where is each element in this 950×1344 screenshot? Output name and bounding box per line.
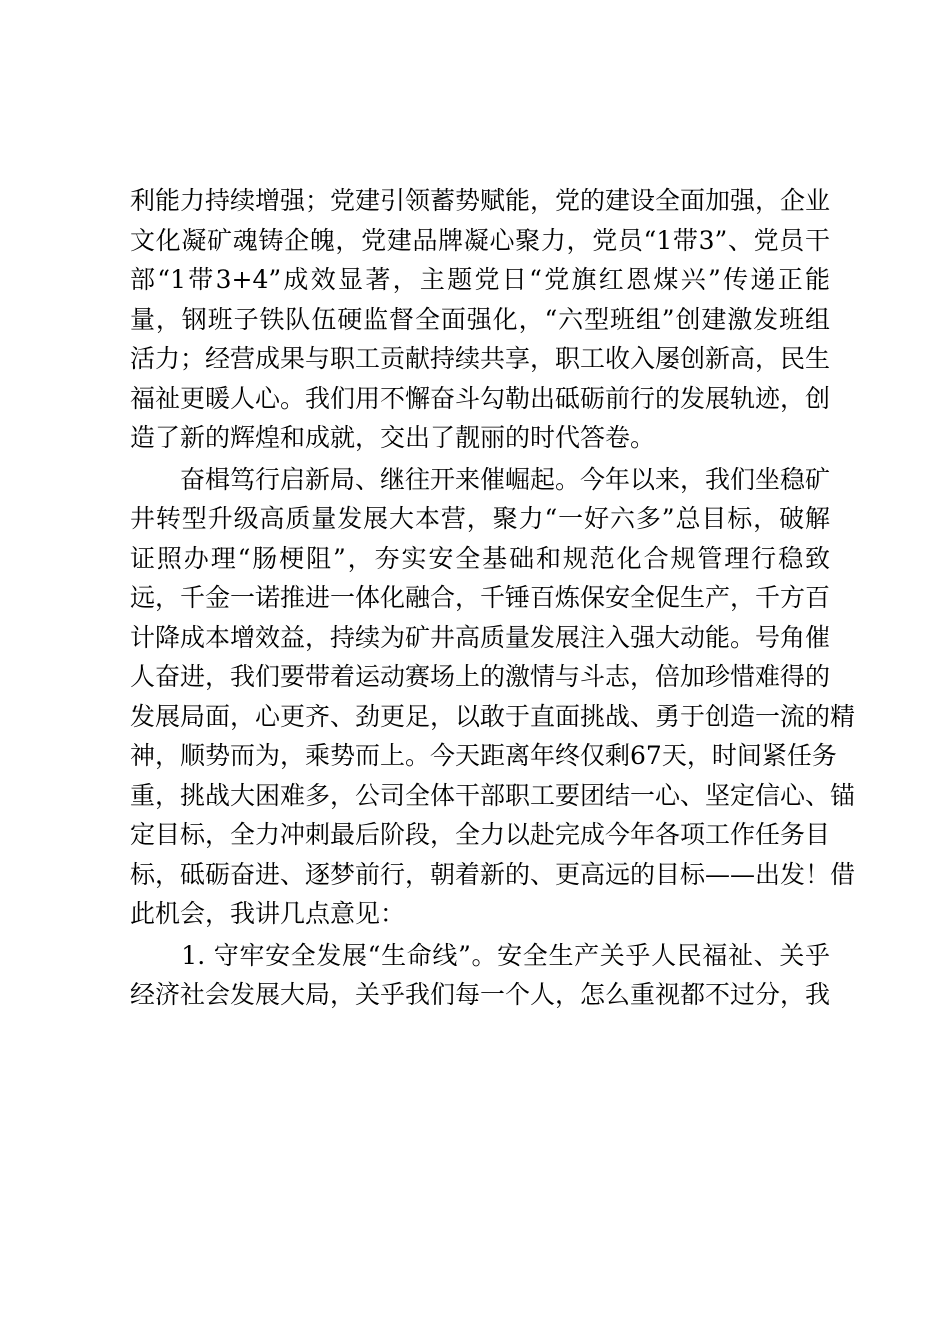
text-line: 活力；经营成果与职工贡献持续共享，职工收入屡创新高，民生 bbox=[130, 344, 831, 373]
text-line: 量，钢班子铁队伍硬监督全面强化，“六型班组”创建激发班组 bbox=[130, 304, 830, 334]
text-line: 重，挑战大困难多，公司全体干部职工要团结一心、坚定信心、锚 bbox=[130, 780, 856, 810]
paragraph-2 bbox=[130, 460, 856, 934]
text-line: 标，砥砺奋进、逐梦前行，朝着新的、更高远的目标——出发！借 bbox=[130, 859, 856, 889]
text-line: 人奋进，我们要带着运动赛场上的激情与斗志，倍加珍惜难得的 bbox=[130, 662, 831, 691]
text-line: 定目标，全力冲刺最后阶段，全力以赴完成今年各项工作任务目 bbox=[130, 820, 831, 849]
text-line: 1. 守牢安全发展“生命线”。安全生产关乎人民福祉、关乎 bbox=[130, 940, 830, 970]
text-line: 远，千金一诺推进一体化融合，千锤百炼保安全促生产，千方百 bbox=[130, 583, 831, 612]
text-line: 证照办理“肠梗阻”，夯实安全基础和规范化合规管理行稳致 bbox=[130, 543, 830, 573]
text-line: 奋楫笃行启新局、继往开来催崛起。今年以来，我们坐稳矿 bbox=[130, 464, 831, 494]
text-line: 神，顺势而为，乘势而上。今天距离年终仅剩67天，时间紧任务 bbox=[130, 741, 837, 770]
text-line: 福祉更暖人心。我们用不懈奋斗勾勒出砥砺前行的发展轨迹，创 bbox=[130, 383, 831, 413]
paragraph-3 bbox=[130, 936, 830, 1015]
paragraph-1 bbox=[130, 181, 830, 458]
text-line: 利能力持续增强；党建引领蓄势赋能，党的建设全面加强，企业 bbox=[130, 186, 831, 215]
text-line: 计降成本增效益，持续为矿井高质量发展注入强大动能。号角催 bbox=[130, 622, 831, 652]
text-line: 经济社会发展大局，关乎我们每一个人，怎么重视都不过分，我 bbox=[130, 980, 831, 1009]
text-line: 井转型升级高质量发展大本营，聚力“一好六多”总目标，破解 bbox=[130, 504, 830, 533]
text-line: 此机会，我讲几点意见： bbox=[130, 899, 406, 928]
text-line: 文化凝矿魂铸企魄，党建品牌凝心聚力，党员“1带3”、党员干 bbox=[130, 225, 830, 255]
text-line: 部“1带3+4”成效显著，主题党日“党旗红恩煤兴”传递正能 bbox=[130, 265, 830, 294]
text-line: 发展局面，心更齐、劲更足，以敢于直面挑战、勇于创造一流的精 bbox=[130, 701, 856, 731]
text-line: 造了新的辉煌和成就，交出了靓丽的时代答卷。 bbox=[130, 423, 656, 452]
body-text bbox=[130, 181, 856, 1015]
